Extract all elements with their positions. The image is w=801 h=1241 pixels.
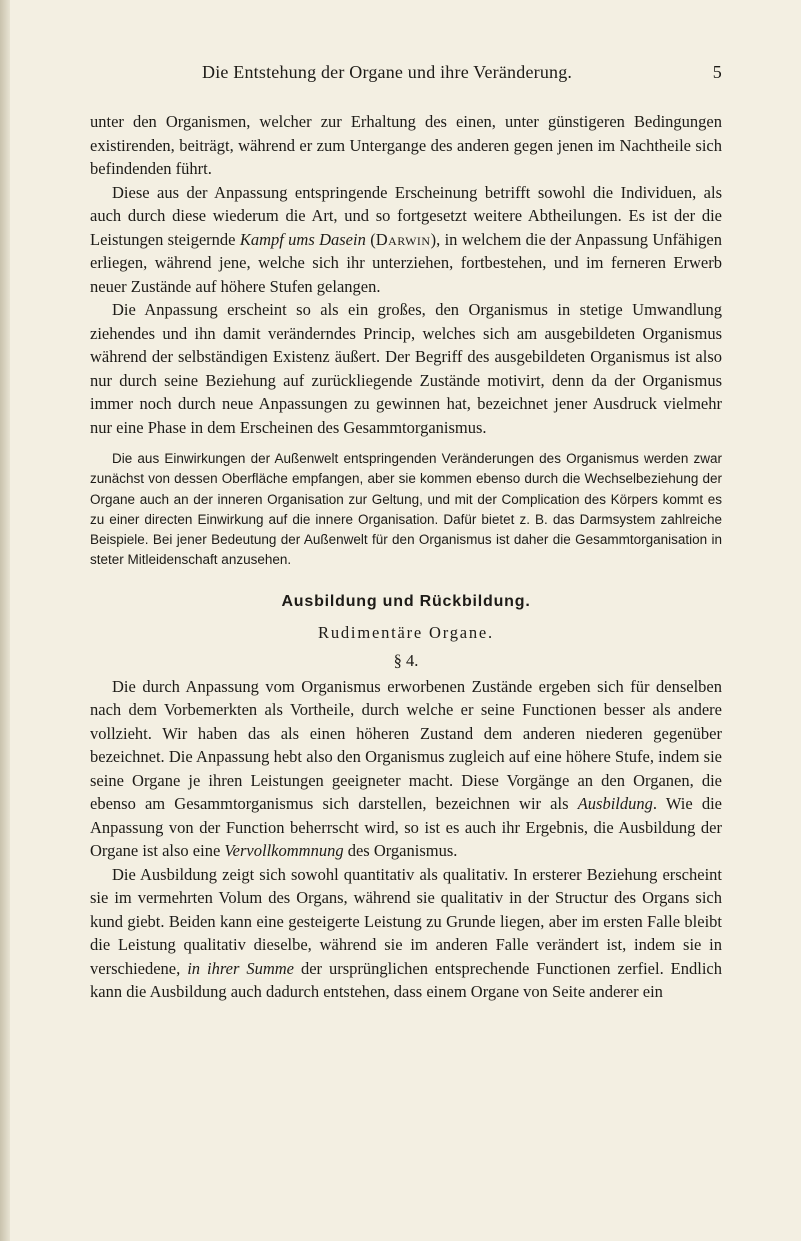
small-print-paragraph: Die aus Einwirkungen der Außenwelt entspringenden Veränderungen des Organismus werden zwar zunächst von dessen Oberfläche empfangen, aber sie kommen ebenso durch die Wechselbeziehung der Organe auch an der inneren Organisation zur Geltung, und mit der Complication des Körpers kommt es zu einer directen Einwirkung auf die innere Organisation. Dafür bietet z. B. das Darmsystem zahlreiche Beispiele. Bei jener Bedeutung der Außenwelt für den Organismus ist daher die Gesammtorganisation in steter Mitleidenschaft anzusehen. [90, 451, 722, 568]
emphasis-in-ihrer-summe: in ihrer Summe [187, 958, 294, 978]
emphasis-kampf-ums-dasein: Kampf ums Dasein [239, 229, 366, 249]
paragraph-anpassung-princip: Die Anpassung erscheint so als ein großes, den Organismus in stetige Umwandlung ziehendes und ihn damit veränderndes Princip, welches sich am ausgebildeten Organismus während der selbständigen Existenz äußert. Der Begriff des ausgebildeten Organismus ist also nur durch seine Beziehung auf zurückliegende Zustände motivirt, denn da der Organismus immer noch durch neue Anpassungen zu gewinnen hat, bezeichnet jener Ausdruck vielmehr nur eine Phase in dem Erscheinen des Gesammtorganismus. [90, 300, 722, 437]
emphasis-vervollkommnung: Vervollkommnung [224, 841, 344, 861]
emphasis-ausbildung: Ausbildung [577, 794, 653, 814]
section-subheading: Rudimentäre Organe. [318, 622, 494, 642]
book-spine-shadow [0, 0, 10, 1241]
paragraph-ausbildung: Die durch Anpassung vom Organismus erworbenen Zustände ergeben sich für denselben nach dem Vorbemerkten als Vortheile, durch welche er seine Functionen besser als andere vollzieht. Wir haben das als einen höheren Zustand dem anderen niederen gegenüber bezeichnet. Die Anpassung hebt also den Organismus zugleich auf eine höhere Stufe, indem sie seine Organe je ihren Leistungen geeigneter macht. Diese Vorgänge an den Organen, die ebenso am Gesammtorganismus sich darstellen, bezeichnen wir als Ausbildung. Wie die Anpassung von der Function beherrscht wird, so ist es auch ihr Ergebnis, die Ausbildung der Organe ist also eine Vervollkommnung des Organismus. [90, 676, 722, 861]
paragraph-quantitativ-qualitativ: Die Ausbildung zeigt sich sowohl quantitativ als qualitativ. In ersterer Beziehung erscheint sie im vermehrten Volum des Organs, während sie qualitativ in der Structur des Organs sich kund giebt. Beiden kann eine gesteigerte Leistung zu Grunde liegen, aber im ersten Falle bleibt die Leistung qualitativ dieselbe, während sie im anderen Falle verändert ist, indem sie in verschiedene, in ihrer Summe der ursprünglichen entsprechende Functionen zerfiel. Endlich kann die Ausbildung auch dadurch entstehen, dass einem Organe von Seite anderer ein [90, 864, 722, 1002]
small-print-note [90, 449, 722, 571]
paragraph-continuation: unter den Organismen, welcher zur Erhaltung des einen, unter günstigeren Bedingungen existirenden, beiträgt, während er zum Untergange des anderen gegen jenen im Nachtheile sich befindenden führt. [90, 112, 722, 178]
paragraph-number: § 4. [393, 650, 419, 670]
author-name-darwin: Darwin [375, 229, 431, 249]
running-head [90, 52, 722, 82]
section-heading: Ausbildung und Rückbildung. [281, 592, 531, 610]
page-body [90, 110, 722, 1004]
paragraph-kampf-ums-dasein: Diese aus der Anpassung entspringende Erscheinung betrifft sowohl die Individuen, als auch durch diese wiederum die Art, und so fortgesetzt weitere Abtheilungen. Es ist der die Leistungen steigernde Kampf ums Dasein (Darwin), in welchem die der Anpassung Unfähigen erliegen, während jene, welche sich ihr unterziehen, fortbestehen, und im ferneren Erwerb neuer Zustände auf höhere Stufen gelangen. [90, 182, 722, 296]
book-page [90, 52, 722, 1004]
running-head-title: Die Entstehung der Organe und ihre Veränderung. [202, 62, 573, 82]
page-number: 5 [712, 62, 722, 82]
